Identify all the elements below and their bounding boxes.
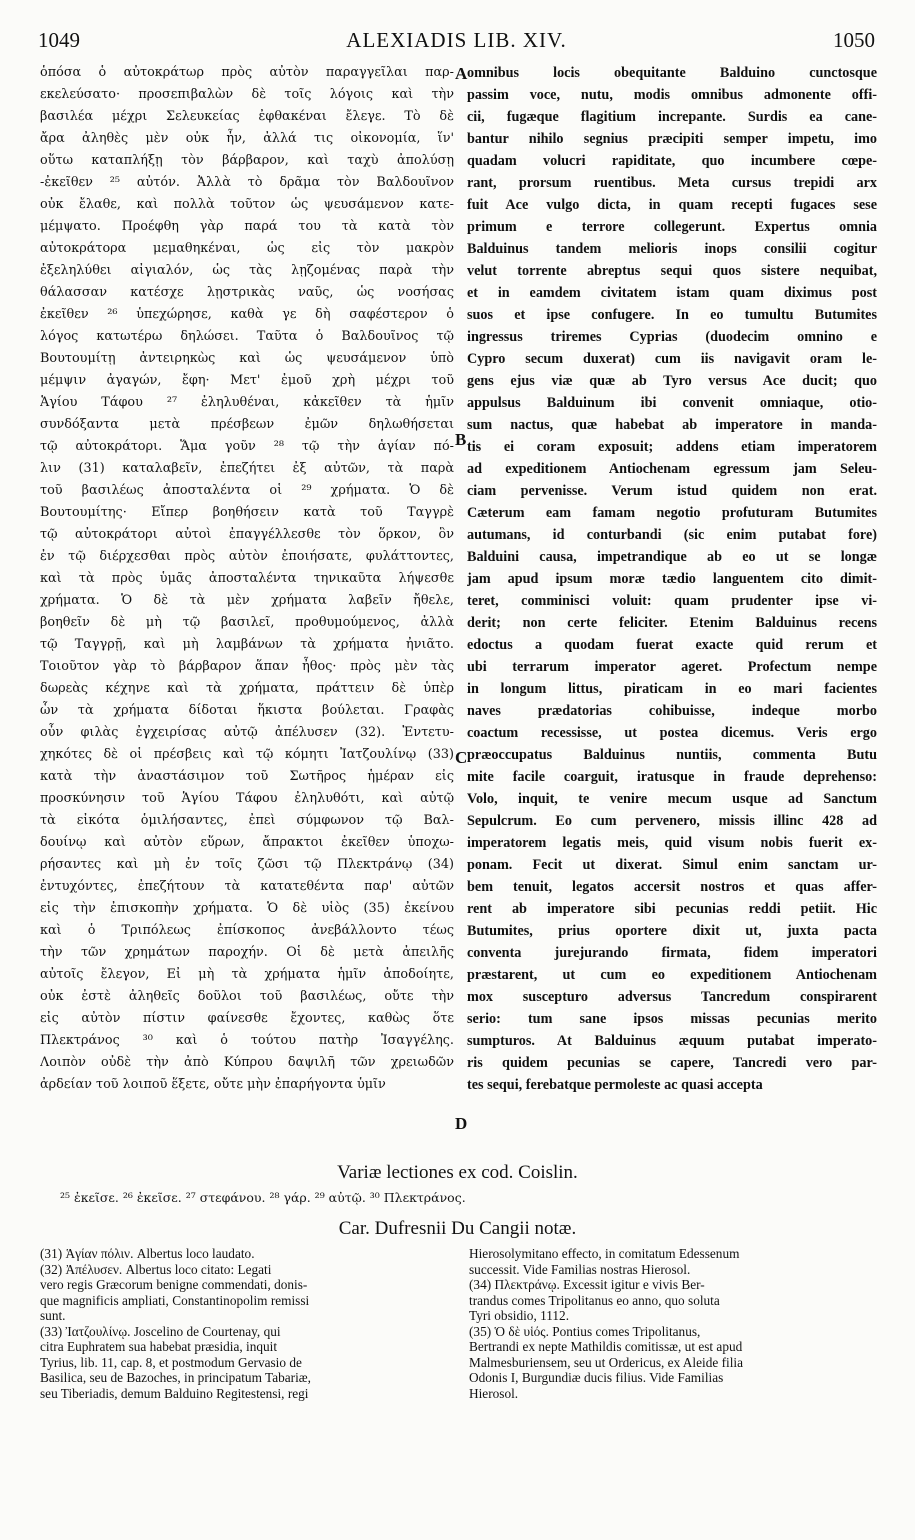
greek-text-line: οὐκ ἐστὲ ἀληθεῖς δοῦλοι τοῦ βασιλέως, οὔτε τὴν bbox=[40, 989, 454, 1004]
greek-text-line: Πλεκτράνος ³⁰ καὶ ὁ τούτου πατὴρ Ἰσαγγέλης. bbox=[40, 1033, 454, 1048]
latin-text-line: autumans, id conturbandi (sic enim putabat fore) bbox=[467, 527, 877, 543]
greek-text-line: Λοιπὸν οὐδὲ τὴν ἀπὸ Κύπρου δαψιλῆ τῶν χρειωδῶν bbox=[40, 1055, 454, 1070]
latin-text-line: fuit Ace vulgo dicta, in quam recepti fugaces sese bbox=[467, 197, 877, 213]
note-line: Tyrius, lib. 11, cap. 8, et postmodum Gervasio de bbox=[40, 1354, 302, 1370]
latin-text-line: primum e terrore collegerunt. Expertus omnia bbox=[467, 219, 877, 235]
greek-text-line: ἐκεῖθεν ²⁶ ὑπεχώρησε, καθὰ γε δὴ σαφέστερον ὁ bbox=[40, 307, 454, 322]
greek-text-line: λιν (31) καταλαβεῖν, ἐπεζήτει ἐξ αὐτῶν, τὰ παρὰ bbox=[40, 461, 454, 476]
latin-text-line: Volo, inquit, te venire mecum usque ad Sanctum bbox=[467, 791, 877, 807]
greek-text-line: λόγος κατωτέρω δηλώσει. Ταῦτα ὁ Βαλδουῖνος τῷ bbox=[40, 329, 454, 344]
latin-text-line: coactum recessisse, ut postea dicemus. Veris ergo bbox=[467, 725, 877, 741]
greek-text-line: οὐκ ἔλαθε, καὶ πολλὰ τοῦτον ὡς ψευσάμενον κατε- bbox=[40, 197, 454, 212]
greek-text-line: ἄρα ἀληθὲς μὲν οὐκ ἦν, ἀλλά τις οἰκονομία, ἵν' bbox=[40, 131, 454, 146]
greek-text-line: τῷ Ταγγρῇ, καὶ μὴ λαμβάνων τὰ χρήματα ἠνιᾶτο. bbox=[40, 637, 454, 652]
greek-text-line: θάλασσαν κατέσχε λῃστρικὰς ναῦς, ὡς νοσήσας bbox=[40, 285, 454, 300]
note-line: (31) Ἁγίαν πόλιν. Albertus loco laudato. bbox=[40, 1246, 255, 1261]
greek-text-line: -ἐκεῖθεν ²⁵ αὐτόν. Ἀλλὰ τὸ δρᾶμα τὸν Βαλδουῖνον bbox=[40, 175, 454, 190]
greek-text-line: ἐντυχόντες, ἐπεζήτουν τὰ κατατεθέντα παρ' αὐτῶν bbox=[40, 879, 454, 894]
greek-text-line: δουίνῳ καὶ αὐτὸν εὕρων, ἄπρακτοι ἐκεῖθεν ὑποχω- bbox=[40, 835, 454, 850]
greek-text-line: Ἁγίου Τάφου ²⁷ ἐληλυθέναι, κἀκεῖθεν τὰ ἡμῖν bbox=[40, 395, 454, 410]
greek-text-line: συνδόξαντα μετὰ πρέσβεων ἐμῶν δηλωθήσεται bbox=[40, 417, 454, 432]
greek-text-line: δωρεὰς κέχηνε καὶ τὰ χρήματα, πράττειν δὲ ὑπὲρ bbox=[40, 681, 454, 696]
greek-text-line: ἀρδείαν τοῦ λοιποῦ ἕξετε, οὔτε μὴν ἐπαρήγοντα ὑμῖν bbox=[40, 1077, 386, 1092]
latin-text-line: naves prædatorias cohibuisse, indeque morbo bbox=[467, 703, 877, 719]
latin-text-line: Balduini causa, impetrandique ab eo ut se longæ bbox=[467, 549, 877, 565]
note-line: Odonis I, Burgundiæ ducis filius. Vide Familias bbox=[469, 1370, 724, 1385]
page-number-left: 1049 bbox=[38, 28, 80, 52]
greek-text-line: καὶ τὰ πρὸς ὑμᾶς ἀποσταλέντα τηνικαῦτα λήψεσθε bbox=[40, 571, 454, 586]
margin-letter-c: C bbox=[455, 748, 468, 767]
latin-text-line: Butumites, prius oportere dixit ut, juxta pacta bbox=[467, 923, 877, 939]
latin-text-line: ubi terrarum imperator ageret. Profectum nempe bbox=[467, 659, 877, 675]
latin-text-line: mox suscepturo adversus Tancredum conspirarent bbox=[467, 989, 877, 1005]
note-line: Malmesburiensem, seu ut Ordericus, ex Aleide filia bbox=[469, 1354, 743, 1370]
latin-text-line: tis ei coram exposuit; addens etiam imperatorem bbox=[467, 439, 877, 455]
greek-text-line: τὴν τῶν χρημάτων παροχήν. Οἱ δὲ μετὰ ἀπειλῆς bbox=[40, 945, 454, 960]
latin-text-line: ingressus triremes Cyprias (duodecim omnino e bbox=[467, 329, 877, 345]
latin-text-line: præstarent, ut cum eo expeditionem Antiochenam bbox=[467, 967, 877, 983]
margin-letter-a: A bbox=[455, 64, 468, 83]
latin-text-column bbox=[467, 62, 877, 1096]
note-line: successit. Vide Familias nostras Hierosol. bbox=[469, 1261, 691, 1277]
latin-text-line: gens ejus viæ quæ ab Tyro versus Ace ducit; quo bbox=[467, 373, 877, 389]
latin-text-line: rent ab imperatore sibi pecunias reddi petiit. Hic bbox=[467, 901, 877, 917]
latin-text-line: ciam pervenisse. Verum istud quidem non erat. bbox=[467, 483, 877, 499]
margin-letter-d: D bbox=[455, 1114, 468, 1133]
note-line: Basilica, seu de Bazoches, in principatum Tabariæ, bbox=[40, 1370, 311, 1385]
variae-lectiones-text: ²⁵ ἐκεῖσε. ²⁶ ἐκεῖσε. ²⁷ στεφάνου. ²⁸ γάρ. ²⁹ αὐτῷ. ³⁰ Πλεκτράνος. bbox=[60, 1190, 466, 1205]
note-line: sunt. bbox=[40, 1308, 66, 1323]
greek-text-line: οὕτω καταπλήξῃ τὸν βάρβαρον, καὶ ταχὺ ἀπολύσῃ bbox=[40, 153, 454, 168]
latin-text-line: quadam volucri rapiditate, quo incumbere cœpe- bbox=[467, 153, 877, 169]
notes-right-column bbox=[469, 1246, 877, 1401]
greek-text-line: εκελεύσατο· προσεπιβαλὼν δὲ τοῖς λόγοις καὶ τὴν bbox=[40, 87, 454, 102]
note-line: Tyri obsidio, 1112. bbox=[469, 1308, 570, 1323]
greek-text-line: τοῦ βασιλέως ἀποσταλέντα οἱ ²⁹ χρήματα. Ὁ δὲ bbox=[40, 483, 454, 498]
note-line: (32) Ἀπέλυσεν. Albertus loco citato: Legati bbox=[40, 1261, 272, 1277]
latin-text-line: et in eamdem civitatem istam quam diximus post bbox=[467, 285, 877, 301]
page-header bbox=[38, 28, 875, 58]
greek-text-line: προσκύνησιν τοῦ Ἁγίου Τάφου ἐληλυθότι, καὶ αὐτῷ bbox=[40, 791, 454, 806]
note-line: (33) Ἰατζουλίνῳ. Joscelino de Courtenay, qui bbox=[40, 1323, 281, 1339]
greek-text-line: αὐτοῖς ἔλεγον, Εἰ μὴ τὰ χρήματα ἡμῖν ἀποδοίητε, bbox=[40, 967, 454, 982]
greek-text-line: Βουτουμίτῃ ἀντειρηκὼς καὶ ὡς ψευσάμενον ὑπὸ bbox=[40, 351, 454, 366]
greek-text-line: εἰς τὴν ἐπισκοπὴν χρήματα. Ὁ δὲ υἱὸς (35) ἐκείνου bbox=[40, 901, 454, 916]
latin-text-line: jam apud ipsum moræ tædio languentem cito dimit- bbox=[467, 571, 877, 587]
latin-text-line: derit; non certe feliciter. Etenim Balduinus recens bbox=[467, 615, 877, 631]
latin-text-line: edoctus a quodam fuerat exacte quid rerum et bbox=[467, 637, 877, 653]
latin-text-line: velut torrente abreptus sequi quos sistere nequibat, bbox=[467, 263, 877, 279]
greek-text-line: ἐξεληλύθει αἰγιαλόν, ὡς τὰς λῃζομένας παρὰ τὴν bbox=[40, 263, 454, 278]
latin-text-line: conventa jurejurando firmata, fidem imperatori bbox=[467, 945, 877, 961]
greek-text-line: χηκότες δὲ οἱ πρέσβεις καὶ τῷ κόμητι Ἰατζουλίνῳ (33) bbox=[40, 747, 454, 762]
latin-text-line: ad expeditionem Antiochenam egressum jam Seleu- bbox=[467, 461, 877, 477]
greek-text-line: αὐτοκράτορα μεμαθηκέναι, ὡς εἰς τὸν μακρὸν bbox=[40, 241, 454, 256]
running-title: ALEXIADIS LIB. XIV. bbox=[346, 28, 567, 52]
margin-letter-b: B bbox=[455, 430, 467, 449]
greek-text-line: ἐν τῷ διέρχεσθαι πρὸς αὐτὸν ἐποιήσατε, φυλάττοντες, bbox=[40, 549, 454, 564]
latin-text-line: serio: tum sane ipsos missas pecunias merito bbox=[467, 1011, 877, 1027]
greek-text-line: ὁπόσα ὁ αὐτοκράτωρ πρὸς αὐτὸν παραγγεῖλαι παρ- bbox=[40, 65, 454, 80]
variae-lectiones-heading: Variæ lectiones ex cod. Coislin. bbox=[337, 1162, 578, 1183]
latin-text-line: mite facile coarguit, iratusque in fraude deprehenso: bbox=[467, 769, 877, 785]
note-line: vero regis Græcorum benigne commendati, donis- bbox=[40, 1277, 308, 1292]
greek-text-line: βοηθεῖν δὲ μὴ τῷ βασιλεῖ, προθυμούμενος, ἀλλὰ bbox=[40, 615, 454, 630]
greek-text-line: κατὰ τὴν ἀναστάσιμον τοῦ Σωτῆρος ἡμέραν εἰς bbox=[40, 769, 454, 784]
latin-text-line: tes sequi, ferebatque permoleste ac quasi accepta bbox=[467, 1077, 763, 1093]
latin-text-line: sumpturos. At Balduinus æquum putabat imperato- bbox=[467, 1033, 877, 1049]
latin-text-line: suos et ipse confugere. In eo tumultu Butumites bbox=[467, 307, 877, 323]
greek-text-column bbox=[40, 62, 454, 1096]
greek-text-line: Τοιοῦτον γὰρ τὸ βάρβαρον ἅπαν ἦθος· πρὸς μὲν τὰς bbox=[40, 659, 454, 674]
greek-text-line: μέμψιν ἀγαγών, ἔφη· Μετ' ἐμοῦ χρὴ μέχρι τοῦ bbox=[40, 373, 454, 388]
greek-text-line: μέμψατο. Προέφθη γὰρ παρά του τὰ κατὰ τὸν bbox=[40, 219, 454, 234]
notes-left-column bbox=[40, 1246, 458, 1401]
note-line: Hierosolymitano effecto, in comitatum Edessenum bbox=[469, 1246, 740, 1261]
latin-text-line: imperatorem legatis meis, quid visum nobis fuerit ex- bbox=[467, 835, 877, 851]
latin-text-line: omnibus locis obequitante Balduino cunctosque bbox=[467, 65, 877, 81]
note-line: seu Tiberiadis, demum Balduino Regitestensi, regi bbox=[40, 1385, 309, 1401]
latin-text-line: appulsus Balduinum ibi convenit omniaque, otio- bbox=[467, 395, 877, 411]
latin-text-line: Cæterum eam famam negotio profuturam Butumites bbox=[467, 505, 877, 521]
greek-text-line: καὶ ὁ Τριπόλεως ἐπίσκοπος ἀνεβάλλοντο τέως bbox=[40, 923, 454, 938]
note-line: (34) Πλεκτράνῳ. Excessit igitur e vivis Ber- bbox=[469, 1277, 705, 1292]
note-line: trandus comes Tripolitanus eo anno, quo soluta bbox=[469, 1292, 720, 1308]
latin-text-line: præoccupatus Balduinus nuntiis, commenta Butu bbox=[467, 747, 877, 763]
greek-text-line: βασιλέα μέχρι Σελευκείας ἐφθακέναι ἔλεγε. Τὸ δὲ bbox=[40, 109, 454, 124]
note-line: Bertrandi ex nepte Mathildis comitissæ, ut est apud bbox=[469, 1339, 743, 1354]
latin-text-line: passim voce, nutu, modis omnibus admonente offi- bbox=[467, 87, 877, 103]
latin-text-line: sum nactus, quæ habebat ab imperatore in manda- bbox=[467, 417, 877, 433]
page-number-right: 1050 bbox=[833, 28, 875, 52]
latin-text-line: teret, comminisci voluit: quam prudenter ipse vi- bbox=[467, 593, 877, 609]
greek-text-line: οὖν φιλὰς ἐγχειρίσας αὐτῷ ἀπέλυσεν (32). Ἐντετυ- bbox=[40, 725, 454, 740]
latin-text-line: cii, fugæque flagitium increpante. Surdis ea cane- bbox=[467, 109, 877, 125]
note-line: que magnificis ampliati, Constantinopolim remissi bbox=[40, 1292, 310, 1308]
latin-text-line: ris quidem pecunias se capere, Tancredi vero par- bbox=[467, 1055, 877, 1071]
latin-text-line: Sepulcrum. Eo cum pervenero, missis illinc 428 ad bbox=[467, 813, 877, 829]
notae-heading: Car. Dufresnii Du Cangii notæ. bbox=[338, 1218, 577, 1239]
greek-text-line: εἰς αὐτὸν πίστιν φαίνεσθε ἔχοντες, καθὼς ὅτε bbox=[40, 1011, 454, 1026]
greek-text-line: τῷ αὐτοκράτορι. Ἅμα γοῦν ²⁸ τῷ τὴν ἁγίαν πό- bbox=[40, 439, 454, 454]
note-line: citra Euphratem sua habebat præsidia, inquit bbox=[40, 1339, 278, 1354]
latin-text-line: Balduinus tandem melioris inops consilii cogitur bbox=[467, 241, 877, 257]
latin-text-line: bem tenuit, legatos accersit nostros et quas affer- bbox=[467, 879, 877, 895]
latin-text-line: Cypro secum duxerat) cum iis navigavit oram le- bbox=[467, 351, 877, 367]
greek-text-line: ρήσαντες καὶ μὴ ἐν τοῖς ζῶσι τῷ Πλεκτράνῳ (34) bbox=[40, 857, 454, 872]
greek-text-line: χρήματα. Ὁ δὲ τὰ μὲν χρήματα λαβεῖν ἤθελε, bbox=[40, 593, 454, 608]
note-line: (35) Ὁ δὲ υἱός. Pontius comes Tripolitanus, bbox=[469, 1323, 701, 1339]
greek-text-line: Βουτουμίτης· Εἴπερ βοηθήσειν κατὰ τοῦ Ταγγρὲ bbox=[40, 505, 454, 520]
latin-text-line: rant, prorsum ruentibus. Meta cursus trepidi arx bbox=[467, 175, 877, 191]
greek-text-line: τὰ εἰκότα ὁμιλήσαντες, ἐπεὶ σύμφωνον τῷ Βαλ- bbox=[40, 813, 454, 828]
latin-text-line: ponam. Fecit ut dixerat. Simul enim sanctam ur- bbox=[467, 857, 877, 873]
latin-text-line: bantur nihilo segnius præcipiti semper impetu, imo bbox=[467, 131, 877, 147]
greek-text-line: τῷ αὐτοκράτορι αὐτοὶ ἐπαγγέλλεσθε τὸν ὅρκον, ὃν bbox=[40, 527, 454, 542]
greek-text-line: ὧν τὰ χρήματα δίδοται ἥκιστα βούλεται. Γραφὰς bbox=[40, 703, 454, 718]
latin-text-line: in longum littus, piraticam in eo mari facientes bbox=[467, 681, 877, 697]
note-line: Hierosol. bbox=[469, 1385, 519, 1401]
